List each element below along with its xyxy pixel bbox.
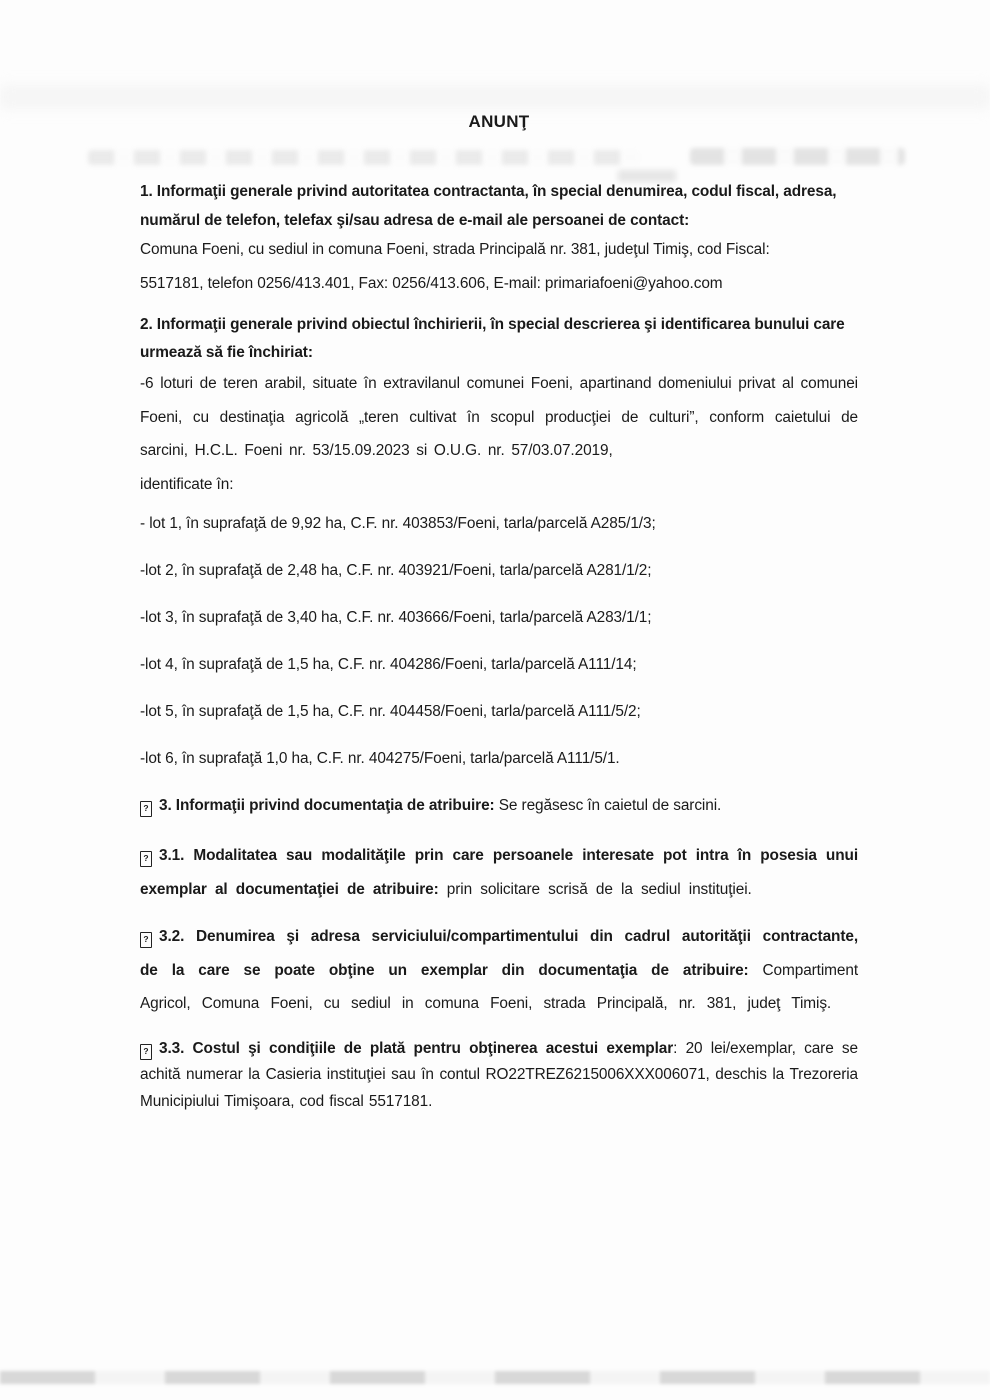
lot-item-3: -lot 3, în suprafaţă de 3,40 ha, C.F. nr. 403666/Foeni, tarla/parcelă A283/1/1;	[140, 609, 652, 626]
section-2	[140, 311, 858, 501]
missing-glyph-icon: ?	[140, 1044, 152, 1060]
section-1-heading: 1. Informaţii generale privind autoritatea contractanta, în special denumirea, codul fiscal, adresa, numărul de telefon, telefax şi/sau adresa de e-mail ale persoanei de contact:	[140, 183, 837, 229]
section-1	[140, 177, 858, 298]
missing-glyph-icon: ?	[140, 851, 152, 867]
section-3-1-heading: 3.1. Modalitatea sau modalităţile prin care persoanele interesate pot intra în posesia unui exemplar al documentaţiei de atribuire:	[140, 847, 858, 898]
lot-item-2: -lot 2, în suprafaţă de 2,48 ha, C.F. nr. 403921/Foeni, tarla/parcelă A281/1/2;	[140, 562, 652, 579]
section-2-body: -6 loturi de teren arabil, situate în extravilanul comunei Foeni, apartinand domeniului privat al comunei Foeni, cu destinaţia agricolă „teren cultivat în scopul producţiei de culturi”, conform caietului de sarcini, H.C.L. Foeni nr. 53/15.09.2023 si O.U.G. nr. 57/03.07.2019,	[140, 375, 858, 459]
section-3	[140, 791, 858, 821]
section-3-3	[140, 1036, 858, 1116]
section-3-3-heading: 3.3. Costul şi condiţiile de plată pentru obţinerea acestui exemplar	[159, 1039, 674, 1057]
lot-item-1: - lot 1, în suprafaţă de 9,92 ha, C.F. nr. 403853/Foeni, tarla/parcelă A285/1/3;	[140, 515, 656, 532]
section-3-heading: 3. Informaţii privind documentaţia de atribuire:	[159, 797, 495, 814]
lot-item-6: -lot 6, în suprafaţă 1,0 ha, C.F. nr. 404275/Foeni, tarla/parcelă A111/5/1.	[140, 750, 620, 767]
lot-item-4: -lot 4, în suprafaţă de 1,5 ha, C.F. nr. 404286/Foeni, tarla/parcelă A111/14;	[140, 656, 637, 673]
section-2-heading: 2. Informaţii generale privind obiectul închirierii, în special descrierea şi identificarea bunului care urmează să fie închiriat:	[140, 316, 845, 361]
section-3-2-text: Compartiment Agricol, Comuna Foeni, cu sediul in comuna Foeni, strada Principală, nr. 381, judeţ Timiş.	[140, 961, 858, 1012]
section-3-1-text: prin solicitare scrisă de la sediul instituţiei.	[438, 881, 752, 898]
missing-glyph-icon: ?	[140, 801, 152, 817]
section-3-text: Se regăsesc în caietul de sarcini.	[494, 797, 722, 814]
document-title: ANUNŢ	[468, 112, 530, 131]
section-2-body-tail: identificate în:	[140, 475, 234, 493]
section-3-3-text: : 20 lei/exemplar, care se achită numerar la Casieria instituţiei sau în contul RO22TREZ6215006XXX006071, deschis la Trezoreria Municipiului Timişoara, cod fiscal 5517181.	[140, 1039, 858, 1110]
missing-glyph-icon: ?	[140, 932, 152, 948]
section-1-body-line: Comuna Foeni, cu sediul in comuna Foeni, strada Principală nr. 381, judeţul Timiş, cod Fiscal:	[140, 241, 770, 258]
lot-item-5: -lot 5, în suprafaţă de 1,5 ha, C.F. nr. 404458/Foeni, tarla/parcelă A111/5/2;	[140, 703, 641, 720]
section-3-2-heading: 3.2. Denumirea şi adresa serviciului/compartimentului din cadrul autorităţii contractante, de la care se poate obţine un exemplar din documentaţia de atribuire:	[140, 928, 858, 979]
section-3-2	[140, 920, 858, 1021]
section-1-contact-line: 5517181, telefon 0256/413.401, Fax: 0256/413.606, E-mail: primariafoeni@yahoo.com	[140, 275, 723, 292]
section-3-1	[140, 839, 858, 907]
lot-list	[140, 509, 858, 774]
